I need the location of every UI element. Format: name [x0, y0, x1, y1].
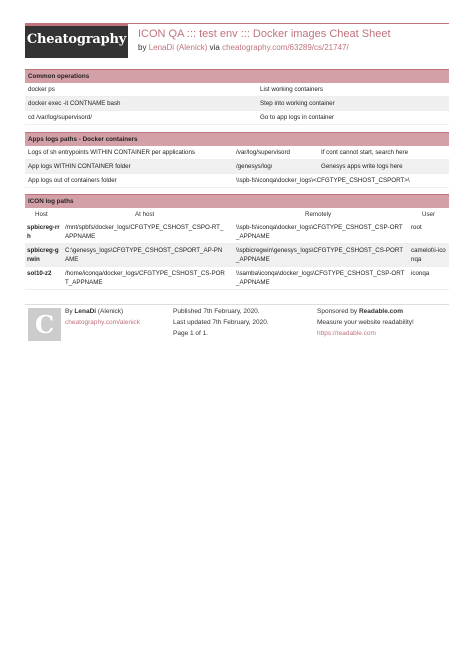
author-avatar[interactable]: C [28, 308, 61, 341]
host-cell: spbicreg-grwin [27, 247, 59, 263]
footer-author-name[interactable]: LenaDi [74, 308, 97, 315]
footer-sponsor-name[interactable]: Readable.com [358, 308, 404, 315]
footer-page: Page 1 of 1. [173, 330, 209, 337]
table-header-row [25, 208, 449, 221]
description-cell: List working containers [260, 86, 323, 93]
description-cell: Go to app logs in container [260, 114, 334, 121]
label-cell: Logs of sh entrypoints WITHIN CONTAINER per applications [28, 149, 196, 156]
table-row [25, 244, 449, 267]
path-cell: /var/log/supervisord [236, 149, 290, 156]
remote-cell: \\samba\iconqa\docker_logs\CFGTYPE_CSHOST_CSP-ORT_APPNAME [236, 270, 405, 286]
table-row [25, 174, 449, 188]
note-cell: Genesys apps write logs here [321, 163, 403, 170]
section-icon-log-paths [25, 194, 449, 290]
path-cell: \\spb-fs\iconqa\docker_logs\<CFGTYPE_CSHOST_CSPORT>\ [236, 177, 410, 184]
footer-author-line [65, 307, 123, 317]
footer-sponsor-line [317, 307, 403, 317]
section-title: ICON log paths [25, 194, 449, 208]
host-cell: spbicreg-rrh [27, 224, 60, 240]
column-header-remotely: Remotely [305, 211, 332, 218]
byline [138, 43, 349, 52]
command-cell: docker exec -it CONTNAME bash [28, 100, 121, 107]
at-host-cell: C:\genesys_logs\CFGTYPE_CSHOST_CSPORT_AP-PNAME [65, 247, 223, 263]
column-header-user: User [422, 211, 436, 218]
label-cell: App logs WITHIN CONTAINER folder [28, 163, 131, 170]
column-header-at-host: At host [135, 211, 155, 218]
logo-accent-bar [25, 23, 128, 26]
sheet-url-link[interactable]: cheatography.com/63289/cs/21747/ [222, 43, 349, 52]
remote-cell: \\spbicregwin\genesys_logs\CFGTYPE_CSHOST_CS-PORT_APPNAME [236, 247, 404, 263]
note-cell: If cont cannot start, search here [321, 149, 409, 156]
footer [25, 304, 449, 348]
remote-cell: \\spb-fs\iconqa\docker_logs\CFGTYPE_CSHOST_CSP-ORT_APPNAME [236, 224, 403, 240]
at-host-cell: /home/iconqa/docker_logs/CFGTYPE_CSHOST_CS-PORT_APPNAME [65, 270, 225, 286]
footer-author-paren: (Alenick) [97, 308, 124, 315]
byline-via: via [209, 43, 220, 52]
logo-text: Cheatography [26, 32, 127, 47]
page-title: ICON QA ::: test env ::: Docker images Cheat Sheet [138, 28, 391, 40]
table-row [25, 160, 449, 174]
column-header-host: Host [35, 211, 48, 218]
description-cell: Step into working container [260, 100, 335, 107]
table-row [25, 221, 449, 244]
footer-sponsor-url[interactable]: https://readable.com [317, 330, 376, 337]
footer-sponsor-prefix: Sponsored by [317, 308, 358, 315]
path-cell: /genesys/log/ [236, 163, 273, 170]
footer-author-url[interactable]: cheatography.com/alenick [65, 319, 141, 326]
user-cell: root [411, 224, 422, 231]
user-cell: camelot\i-iconqa [411, 247, 446, 263]
byline-prefix: by [138, 43, 147, 52]
header-divider [128, 23, 449, 24]
footer-published: Published 7th February, 2020. [173, 308, 260, 315]
table-row [25, 111, 449, 125]
section-title: Common operations [25, 69, 449, 83]
cheatography-logo[interactable] [25, 23, 128, 58]
user-cell: iconqa [411, 270, 430, 277]
table-row [25, 146, 449, 160]
label-cell: App logs out of containers folder [28, 177, 117, 184]
table-row [25, 97, 449, 111]
section-title: Apps logs paths - Docker containers [25, 132, 449, 146]
command-cell: docker ps [28, 86, 55, 93]
table-row [25, 267, 449, 290]
footer-divider [25, 304, 449, 305]
section-common-operations [25, 69, 449, 125]
section-apps-logs-paths [25, 132, 449, 188]
footer-by: By [65, 308, 73, 315]
host-cell: sol10-z2 [27, 270, 52, 277]
footer-updated: Last updated 7th February, 2020. [173, 319, 269, 326]
footer-sponsor-text: Measure your website readability! [317, 319, 414, 326]
table-row [25, 83, 449, 97]
at-host-cell: /mnt/spbfs/docker_logs/CFGTYPE_CSHOST_CSPO-RT_APPNAME [65, 224, 224, 240]
author-link[interactable]: LenaDi (Alenick) [148, 43, 208, 52]
command-cell: cd /var/log/supervisord/ [28, 114, 92, 121]
